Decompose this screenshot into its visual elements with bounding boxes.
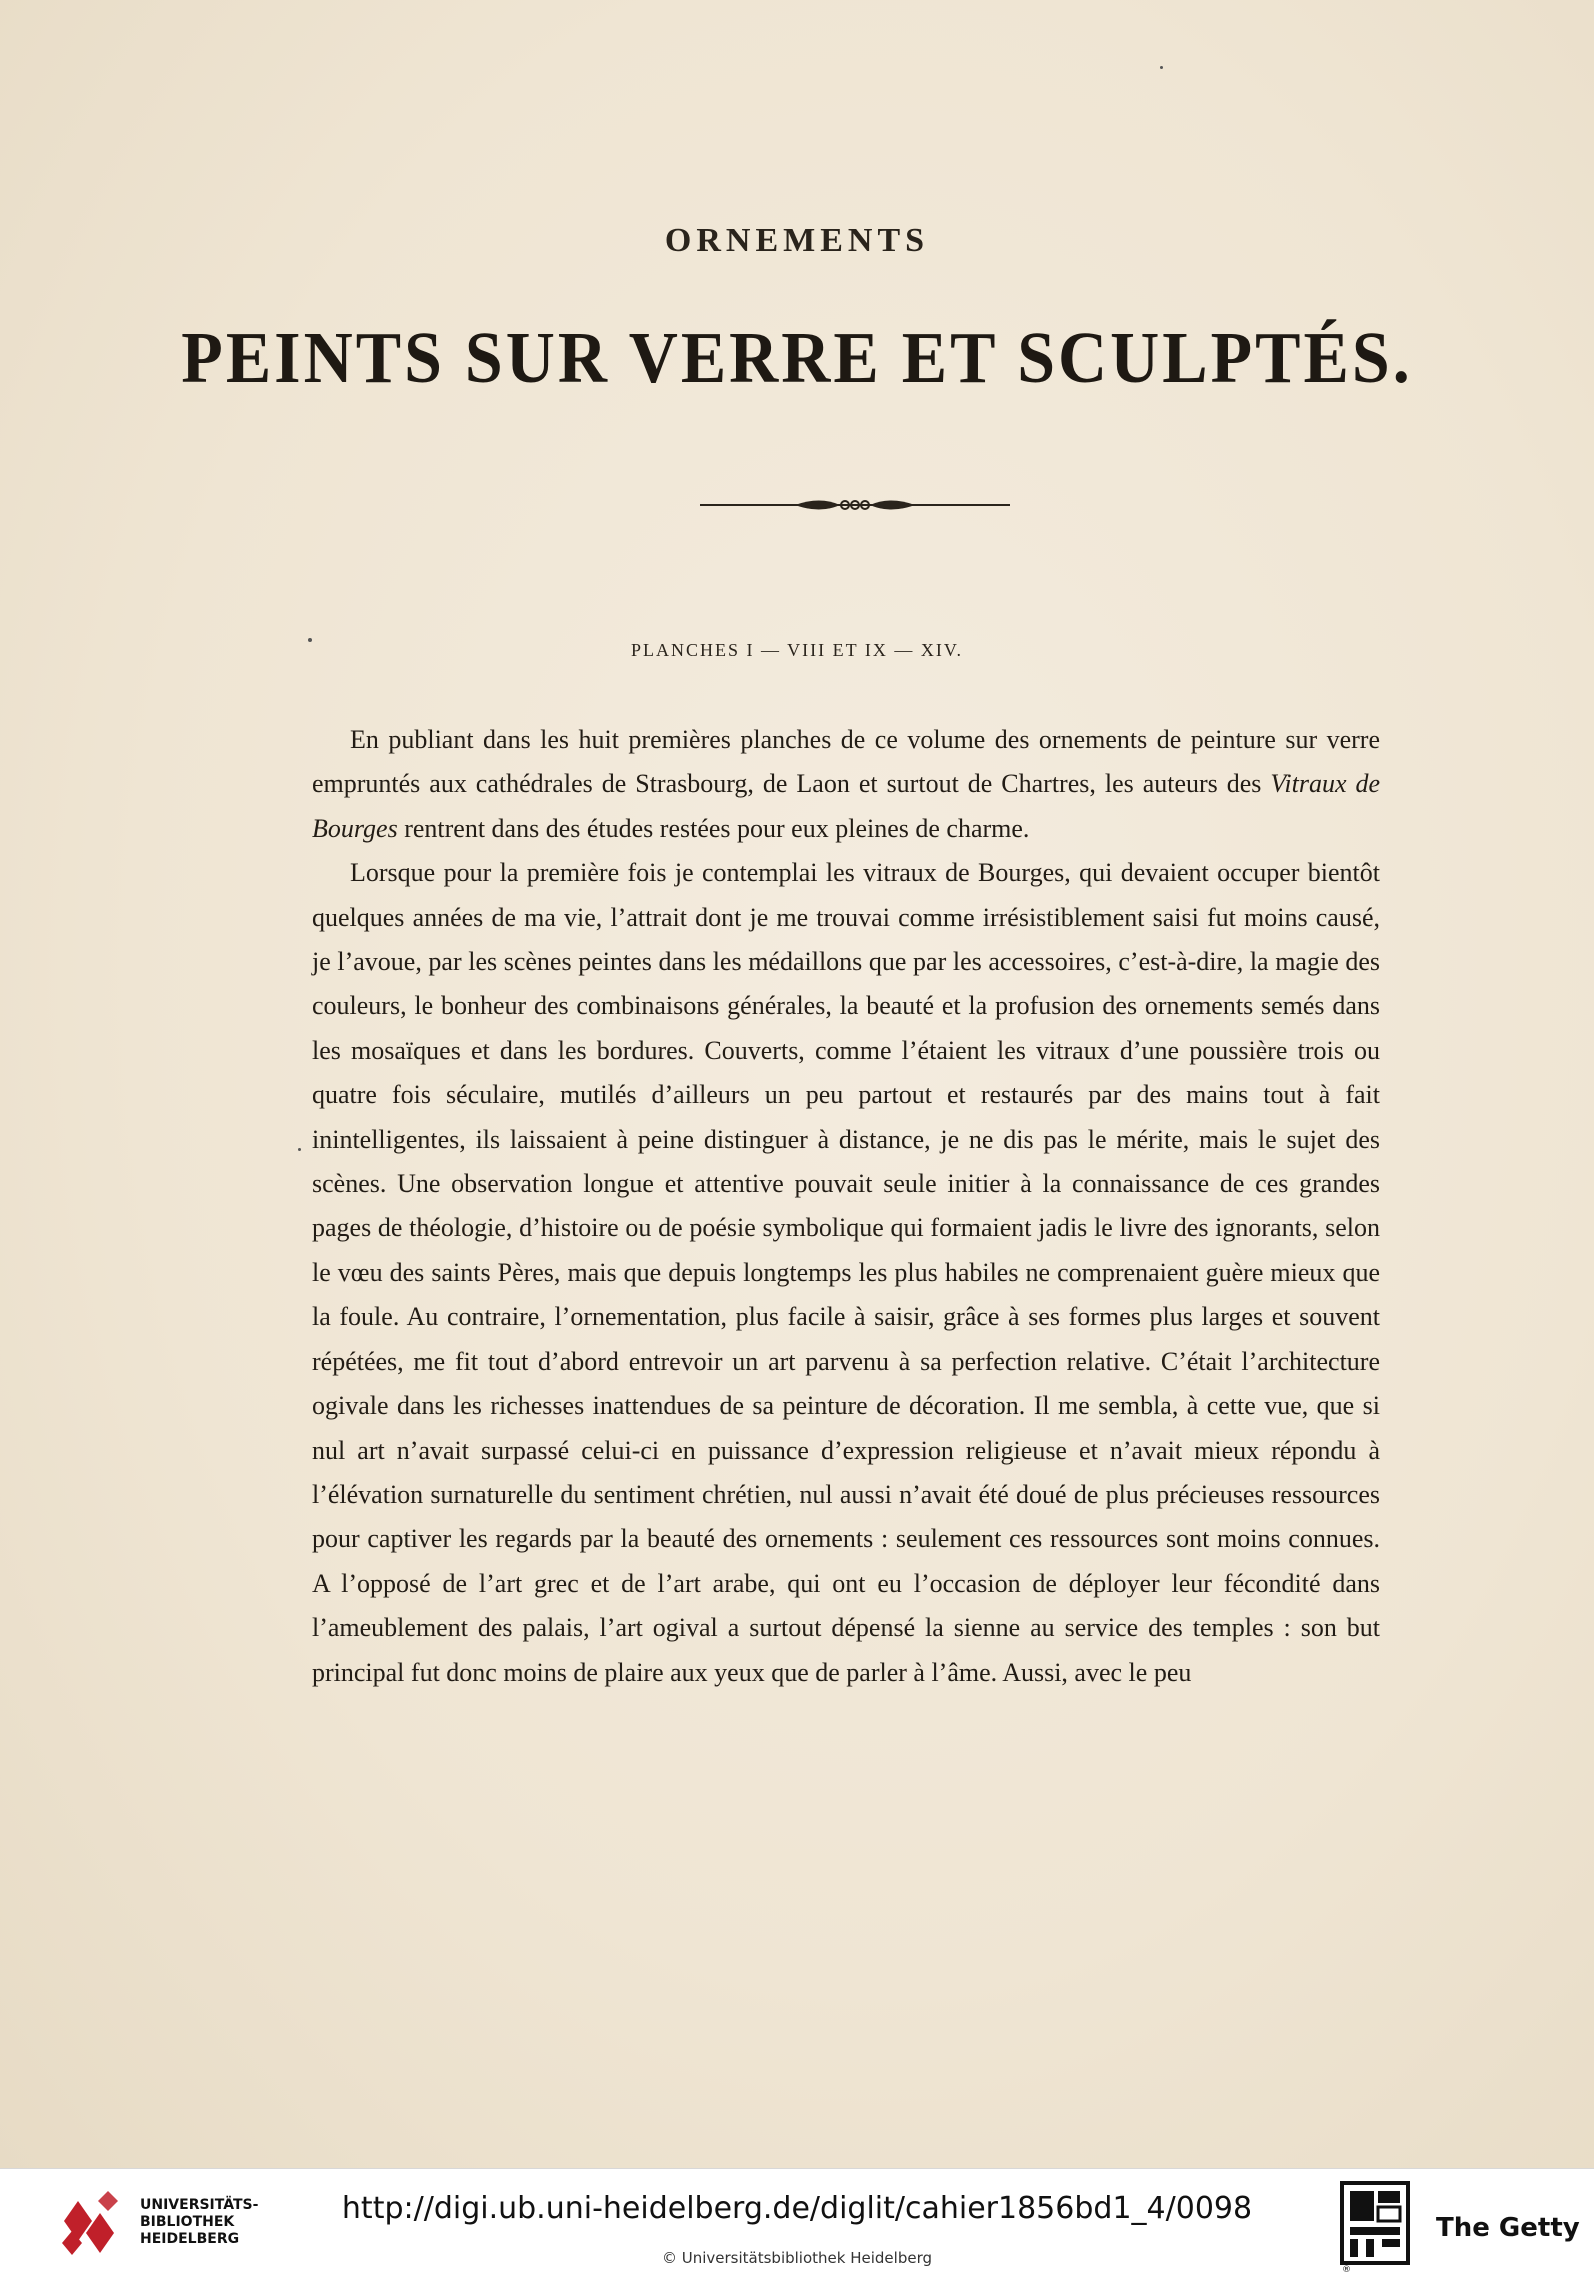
body-text <box>312 718 1380 1695</box>
paragraph-1: En publiant dans les huit premières planches de ce volume des ornements de peinture sur verre empruntés aux cathédrales de Strasbourg, de Laon et surtout de Chartres, les auteurs des Vitraux de Bourges rentrent dans des études restées pour eux pleines de charme. <box>312 725 1380 843</box>
paragraph-2: Lorsque pour la première fois je contemplai les vitraux de Bourges, qui devaient occuper bientôt quelques années de ma vie, l’attrait dont je me trouvai comme irrésistiblement saisi fut moins causé, je l’avoue, par les scènes peintes dans les médaillons que par les accessoires, c’est-à-dire, la magie des couleurs, le bonheur des combinaisons générales, la beauté et la profusion des ornements semés dans les mosaïques et dans les bordures. Couverts, comme l’étaient les vitraux d’une poussière trois ou quatre fois séculaire, mutilés d’ailleurs un peu partout et restaurés par des mains tout à fait inintelligentes, ils laissaient à peine distinguer à distance, je ne dis pas le mérite, mais le sujet des scènes. Une observation longue et attentive pouvait seule initier à la connaissance de ces grandes pages de théologie, d’histoire ou de poésie symbolique qui formaient jadis le livre des ignorants, selon le vœu des saints Pères, mais que depuis longtemps les plus habiles ne comprenaient guère mieux que la foule. Au contraire, l’ornementation, plus facile à saisir, grâce à ses formes plus larges et souvent répétées, me fit tout d’abord entrevoir un art parvenu à sa perfection relative. C’était l’architecture ogivale dans les richesses inattendues de sa peinture de décoration. Il me sembla, à cette vue, que si nul art n’avait surpassé celui-ci en puissance d’expression religieuse et n’avait mieux répondu à l’élévation surnaturelle du sentiment chrétien, nul aussi n’avait été doué de plus précieuses ressources pour captiver les regards par la beauté des ornements : seulement ces ressources sont moins connues. A l’opposé de l’art grec et de l’art arabe, qui ont eu l’occasion de déployer leur fécondité dans l’ameublement des palais, l’art ogival a surtout dépensé la sienne au service des temples : son but principal fut donc moins de plaire aux yeux que de parler à l’âme. Aussi, avec le peu <box>312 858 1380 1687</box>
svg-text:®: ® <box>1342 2265 1351 2273</box>
plates-subheading: PLANCHES I — VIII ET IX — XIV. <box>631 640 963 660</box>
getty-name: The Getty <box>1436 2213 1580 2243</box>
paper-speck <box>308 638 312 642</box>
copyright-notice: © Universitätsbibliothek Heidelberg <box>661 2249 932 2267</box>
italic-title: Vitraux de Bourges <box>312 769 1380 843</box>
permalink-url[interactable]: http://digi.ub.uni-heidelberg.de/diglit/cahier1856bd1_4/0098 <box>341 2191 1253 2226</box>
divider-ornament-icon <box>700 490 1010 520</box>
getty-logo-icon[interactable] <box>1340 2181 1410 2273</box>
library-name-line: BIBLIOTHEK <box>140 2214 235 2230</box>
library-name-line: HEIDELBERG <box>140 2231 240 2247</box>
paper-speck <box>1160 66 1163 69</box>
viewer-footer <box>0 2168 1594 2285</box>
paper-speck <box>298 1148 301 1151</box>
library-name-line: UNIVERSITÄTS- <box>140 2197 259 2213</box>
title-ornements: ORNEMENTS <box>664 222 930 259</box>
title-main: PEINTS SUR VERRE ET SCULPTÉS. <box>181 315 1413 398</box>
